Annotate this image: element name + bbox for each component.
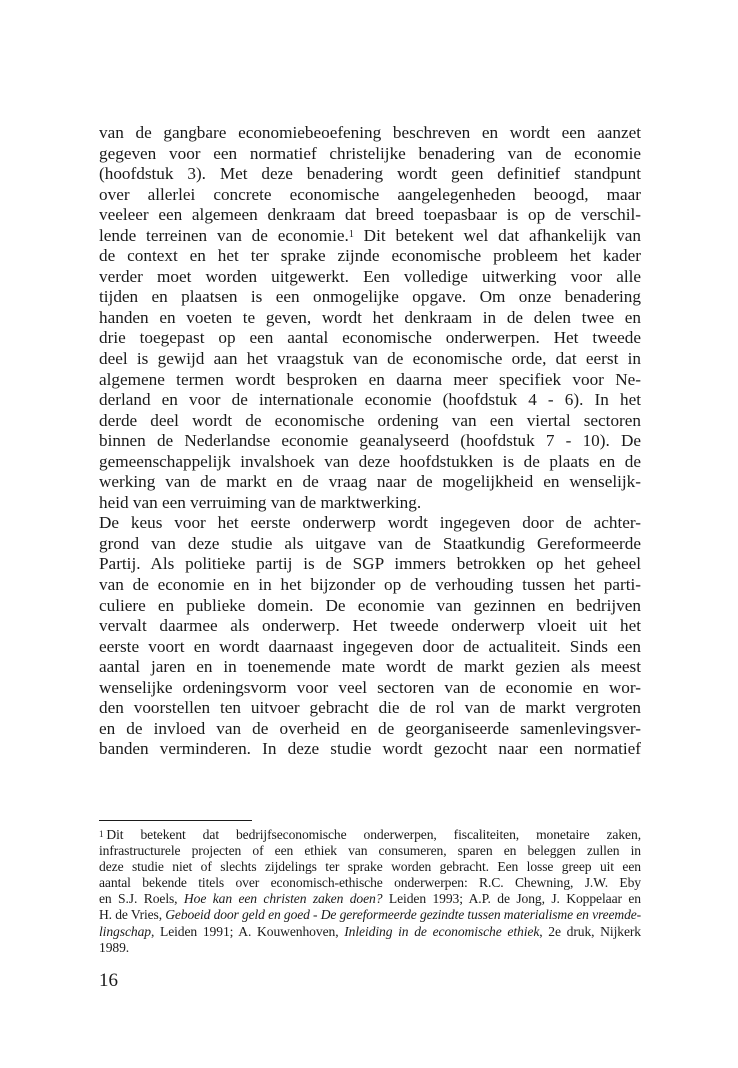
text-segment: lende terreinen van de economie. <box>99 225 349 245</box>
text-line: van de economie en in het bijzonder op de verhouding tussen het parti- <box>99 575 641 595</box>
text-line: (hoofdstuk 3). Met deze benadering wordt geen definitief standpunt <box>99 164 641 184</box>
text-line: De keus voor het eerste onderwerp wordt ingegeven door de achter- <box>99 513 641 533</box>
footnote-text: , 2e druk, Nijkerk <box>539 923 642 939</box>
book-title: Geboeid door geld en goed - De gereformeerde gezindte tussen materialisme en vreemde- <box>165 907 641 923</box>
text-line: drie toegepast op een aantal economische onderwerpen. Het tweede <box>99 328 641 348</box>
text-line: verder moet worden uitgewerkt. Een volledige uitwerking voor alle <box>99 266 641 286</box>
footnote-text: H. de Vries, <box>99 907 166 923</box>
footnote-reference[interactable]: 1 <box>348 228 354 240</box>
text-line: eerste voort en wordt daarnaast ingegeven door de actualiteit. Sinds een <box>99 636 641 656</box>
text-line: werking van de markt en de vraag naar de mogelijkheid en wenselijk- <box>99 472 641 492</box>
text-line: over allerlei concrete economische aangelegenheden beoogd, maar <box>99 184 641 204</box>
footnote-divider <box>99 820 252 821</box>
footnote-text: Dit betekent dat bedrijfseconomische onderwerpen, fiscaliteiten, monetaire zaken, <box>106 827 641 842</box>
text-line: derland en voor de internationale economie (hoofdstuk 4 - 6). In het <box>99 390 641 410</box>
book-title: lingschap <box>99 923 151 939</box>
text-line: heid van een verruiming van de marktwerking. <box>99 492 422 512</box>
text-line <box>99 226 641 247</box>
text-segment: Dit betekent wel dat afhankelijk van <box>363 225 641 245</box>
text-line: culiere en publieke domein. De economie van gezinnen en bedrijven <box>99 595 641 615</box>
text-line: binnen de Nederlandse economie geanalyseerd (hoofdstuk 7 - 10). De <box>99 431 641 451</box>
text-line: derde deel wordt de economische ordening van een viertal sectoren <box>99 410 641 430</box>
text-line: en de invloed van de overheid en de georganiseerde samenlevingsver- <box>99 718 641 738</box>
page-number: 16 <box>99 970 118 991</box>
text-line: gemeenschappelijk invalshoek van deze hoofdstukken is de plaats en de <box>99 451 641 471</box>
footnote-line <box>99 907 641 923</box>
book-title: Hoe kan een christen zaken doen? <box>183 891 383 907</box>
book-title: Inleiding in de economische ethiek <box>344 923 540 939</box>
footnote-line <box>99 827 641 843</box>
text-line: grond van deze studie als uitgave van de Staatkundig Gereformeerde <box>99 533 641 553</box>
footnote-line: 1989. <box>99 939 130 955</box>
footnote-text: Leiden 1993; A.P. de Jong, J. Koppelaar en <box>382 891 641 907</box>
footnote-text: en S.J. Roels, <box>99 891 184 907</box>
footnote <box>99 827 641 956</box>
footnote-line: aantal bekende titels over economisch-ethische onderwerpen: R.C. Chewning, J.W. Eby <box>99 875 641 891</box>
body-text <box>99 123 641 760</box>
text-line: deel is gewijd aan het vraagstuk van de economische orde, dat eerst in <box>99 349 641 369</box>
text-line: Partij. Als politieke partij is de SGP immers betrokken op het geheel <box>99 554 641 574</box>
text-line: aantal jaren en in toenemende mate wordt de markt gezien als meest <box>99 657 641 677</box>
footnote-line <box>99 924 641 940</box>
text-line: den voorstellen ten uitvoer gebracht die de rol van de markt vergroten <box>99 698 641 718</box>
footnote-text: , Leiden 1991; A. Kouwenhoven, <box>150 923 345 939</box>
text-line: wenselijke ordeningsvorm voor veel sectoren van de economie en wor- <box>99 677 641 697</box>
text-line: banden verminderen. In deze studie wordt gezocht naar een normatief <box>99 739 641 759</box>
text-line: gegeven voor een normatief christelijke benadering van de economie <box>99 143 641 163</box>
footnote-line <box>99 891 641 907</box>
text-line: algemene termen wordt besproken en daarna meer specifiek voor Ne- <box>99 369 641 389</box>
text-line: tijden en plaatsen is een onmogelijke opgave. Om onze benadering <box>99 287 641 307</box>
text-line: veeleer een algemeen denkraam dat breed toepasbaar is op de verschil- <box>99 205 641 225</box>
footnote-line: deze studie niet of slechts zijdelings ter sprake worden gebracht. Een losse greep uit een <box>99 859 641 875</box>
text-line: handen en voeten te geven, wordt het denkraam in de delen twee en <box>99 307 641 327</box>
text-line: de context en het ter sprake zijnde economische probleem het kader <box>99 246 641 266</box>
footnote-line: infrastructurele projecten of een ethiek van consumeren, sparen en beleggen zullen in <box>99 843 641 859</box>
footnote-marker: 1 <box>99 829 104 839</box>
text-line: van de gangbare economiebeoefening beschreven en wordt een aanzet <box>99 123 641 142</box>
text-line: vervalt daarmee als onderwerp. Het tweede onderwerp vloeit uit het <box>99 616 641 636</box>
